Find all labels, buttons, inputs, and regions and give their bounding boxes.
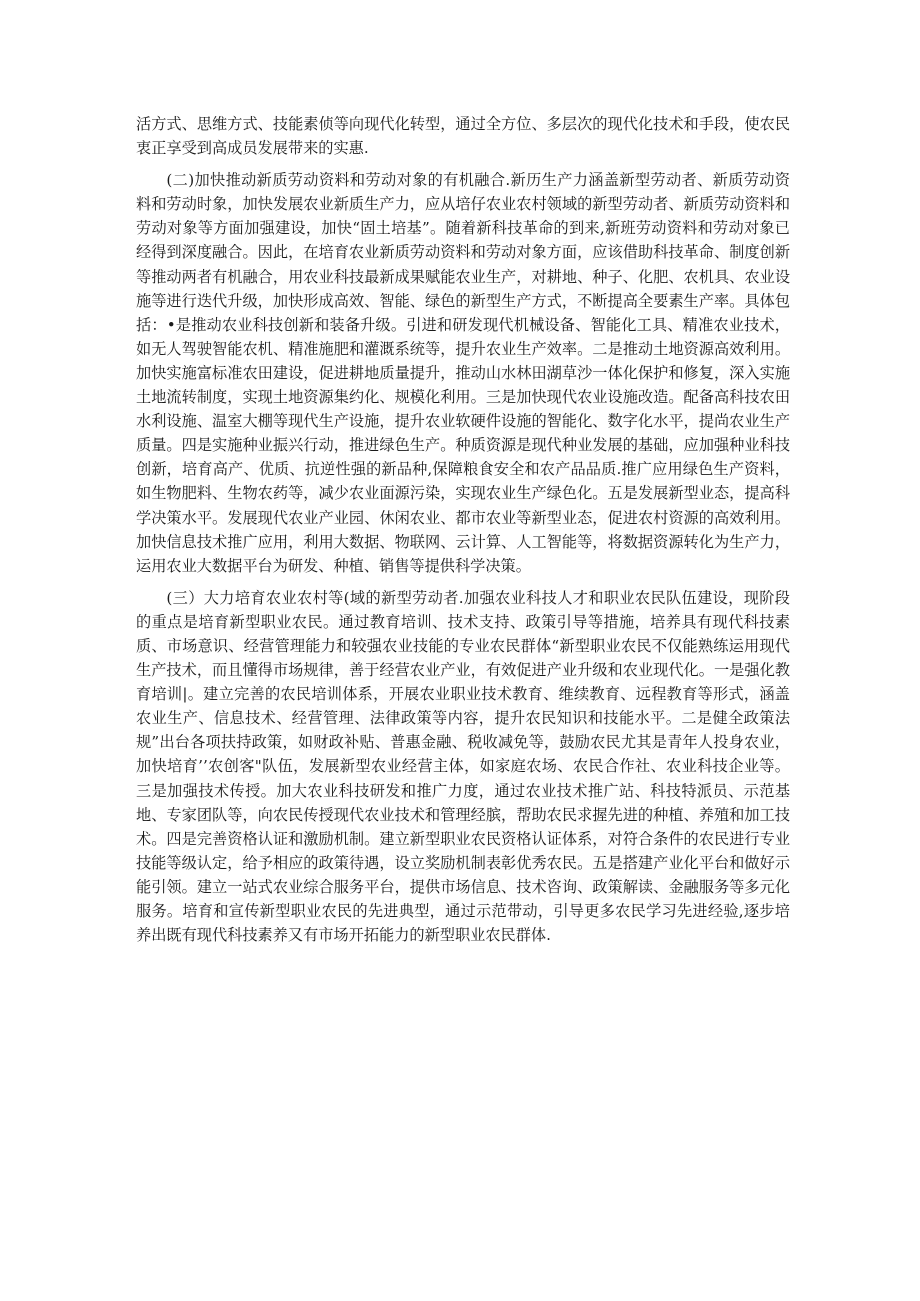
document-body xyxy=(136,112,790,947)
paragraph-section-two: (二)加快推动新质劳动资料和劳动对象的有机融合.新历生产力涵盖新型劳动者、新质劳动资料和劳动时象，加快发展农业新质生产力，应从培仔农业农村领域的新型劳动者、新质劳动资料和劳动对象等方面加强建设，加快“固土培基”。随着新科技革命的到来,新班劳动资料和劳动对象已经得到深度融合。因此，在培育农业新质劳动资料和劳动对象方面，应该借助科技革命、制度创新等推动两者有机融合，用农业科技最新成果赋能农业生产，对耕地、种子、化肥、农机具、农业设施等进行迭代升级，加快形成高效、智能、绿色的新型生产方式，不断提高全要素生产率。具体包括：•是推动农业科技创新和装备升级。引进和研发现代机械设备、智能化工具、精准农业技术，如无人驾驶智能农机、精准施肥和灌溉系统等，提升农业生产效率。二是推动土地资源高效利用。加快实施富标准农田建设，促进耕地质量提升，推动山水林田湖草沙一体化保护和修复，深入实施土地流转制度，实现土地资源集约化、规模化利用。三是加快现代农业设施改造。配备高科技农田水利设施、温室大棚等现代生产设施，提升农业软硬件设施的智能化、数字化水平，提尚农业生产质量。四是实施种业振兴行动，推进绿色生产。种质资源是现代种业发展的基础，应加强种业科技创新，培育高产、优质、抗逆性强的新品种,保障粮食安全和农产品品质.推广应用绿色生产资料，如生物肥料、生物农药等，减少农业面源污染，实现农业生产绿色化。五是发展新型业态，提高科学决策水平。发展现代农业产业园、休闲农业、都市农业等新型业态，促进农村资源的高效利用。加快信息技术推广应用，利用大数据、物联网、云计算、人工智能等，将数据资源转化为生产力，运用农业大数据平台为研发、种植、销售等提供科学决策。 xyxy=(136,171,790,575)
paragraph-section-three: (三）大力培育农业农村等(域的新型劳动者.加强农业科技人才和职业农民队伍建设，现阶段的重点是培育新型职业农民。通过教育培训、技术支持、政策引导等措施，培养具有现代科技素质、市场意识、经营管理能力和较强农业技能的专业农民群体“新型职业农民不仅能熟练运用现代生产技术，而且懂得市场规律，善于经营农业产业，有效促进产业升级和农业现代化。一是强化教育培训|。建立完善的农民培训体系，开展农业职业技术教育、维续教育、远程教育等形式，涵盖农业生产、信息技术、经营管理、法律政策等内容，提升农民知识和技能水平。二是健全政策法规”出台各项扶持政策，如财政补贴、普惠金融、税收减免等，鼓励农民尤其是青年人投身农业，加快培育’’农创客"队伍，发展新型农业经营主体，如家庭农场、农民合作社、农业科技企业等。三是加强技术传授。加大农业科技研发和推广力度，通过农业技术推广站、科技特派员、示范基地、专家团队等，向农民传授现代农业技术和管理经膑，帮助农民求握先进的种植、养殖和加工技术。四是完善资格认证和激励机制。建立新型职业农民资格认证体系，对符合条件的农民进行专业技能等级认定，给予相应的政策待遇，设立奖励机制表彰优秀农民。五是搭建产业化平台和做好示能引领。建立一站式农业综合服务平台，提供市场信息、技术咨询、政策解读、金融服务等多元化服务。培育和宣传新型职业农民的先进典型，通过示范带动，引导更多农民学习先进经验,逐步培养出既有现代科技素养又有市场开拓能力的新型职业农民群体. xyxy=(136,588,790,945)
paragraph-continuation: 活方式、思维方式、技能素侦等向现代化转型，通过全方位、多层次的现代化技术和手段，使农民衷正享受到高成员发展带来的实惠. xyxy=(136,115,790,158)
